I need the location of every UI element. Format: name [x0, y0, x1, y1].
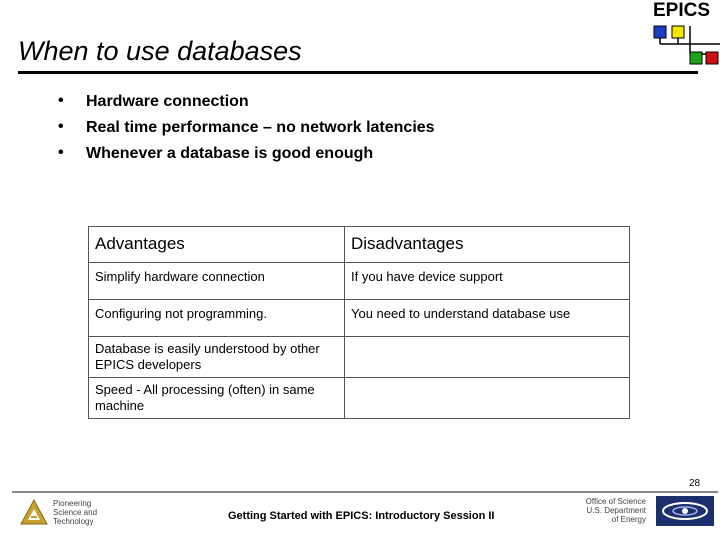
slide-title: When to use databases	[18, 36, 302, 66]
pioneering-line: Pioneering	[53, 499, 92, 508]
bullet-list	[58, 92, 435, 170]
office-line: of Energy	[611, 515, 646, 524]
table-row	[89, 378, 630, 419]
page-number: 28	[689, 478, 701, 489]
doe-science-logo-icon	[656, 496, 714, 526]
pioneering-line: Technology	[53, 517, 94, 526]
header-advantages: Advantages	[89, 227, 345, 263]
logo-yellow-square	[672, 26, 684, 38]
pros-cons-table	[88, 226, 630, 419]
logo-blue-square	[654, 26, 666, 38]
advantage-cell: Speed - All processing (often) in same machine	[89, 378, 345, 419]
bullet-dot-icon: •	[58, 144, 64, 161]
disadvantage-cell: You need to understand database use	[345, 300, 630, 337]
disadvantage-cell: If you have device support	[345, 263, 630, 300]
disadvantage-cell	[345, 378, 630, 419]
argonne-logo-icon	[20, 499, 48, 525]
epics-network-logo	[648, 22, 720, 68]
table-row	[89, 337, 630, 378]
table-header-row	[89, 227, 630, 263]
disadvantage-cell	[345, 337, 630, 378]
bullet-text: Whenever a database is good enough	[86, 145, 374, 162]
office-line: U.S. Department	[586, 506, 646, 515]
title-underline	[18, 71, 698, 74]
office-of-science-text	[540, 497, 646, 524]
advantage-cell: Database is easily understood by other EPICS developers	[89, 337, 345, 378]
logo-green-square	[690, 52, 702, 64]
bullet-item	[58, 118, 435, 144]
pioneering-line: Science and	[53, 508, 98, 517]
advantage-cell: Simplify hardware connection	[89, 263, 345, 300]
bullet-text: Hardware connection	[86, 93, 249, 110]
advantage-cell: Configuring not programming.	[89, 300, 345, 337]
bullet-item	[58, 92, 435, 118]
office-line: Office of Science	[585, 497, 646, 506]
bullet-dot-icon: •	[58, 118, 64, 135]
bullet-text: Real time performance – no network latencies	[86, 119, 435, 136]
bullet-dot-icon: •	[58, 92, 64, 109]
logo-red-square	[706, 52, 718, 64]
header-disadvantages: Disadvantages	[345, 227, 630, 263]
table-row	[89, 300, 630, 337]
pioneering-text	[53, 499, 97, 526]
table-row	[89, 263, 630, 300]
epics-label: EPICS	[653, 0, 711, 21]
bullet-item	[58, 144, 435, 170]
footer-divider	[12, 491, 718, 493]
session-title: Getting Started with EPICS: Introductory Session II	[228, 510, 495, 522]
